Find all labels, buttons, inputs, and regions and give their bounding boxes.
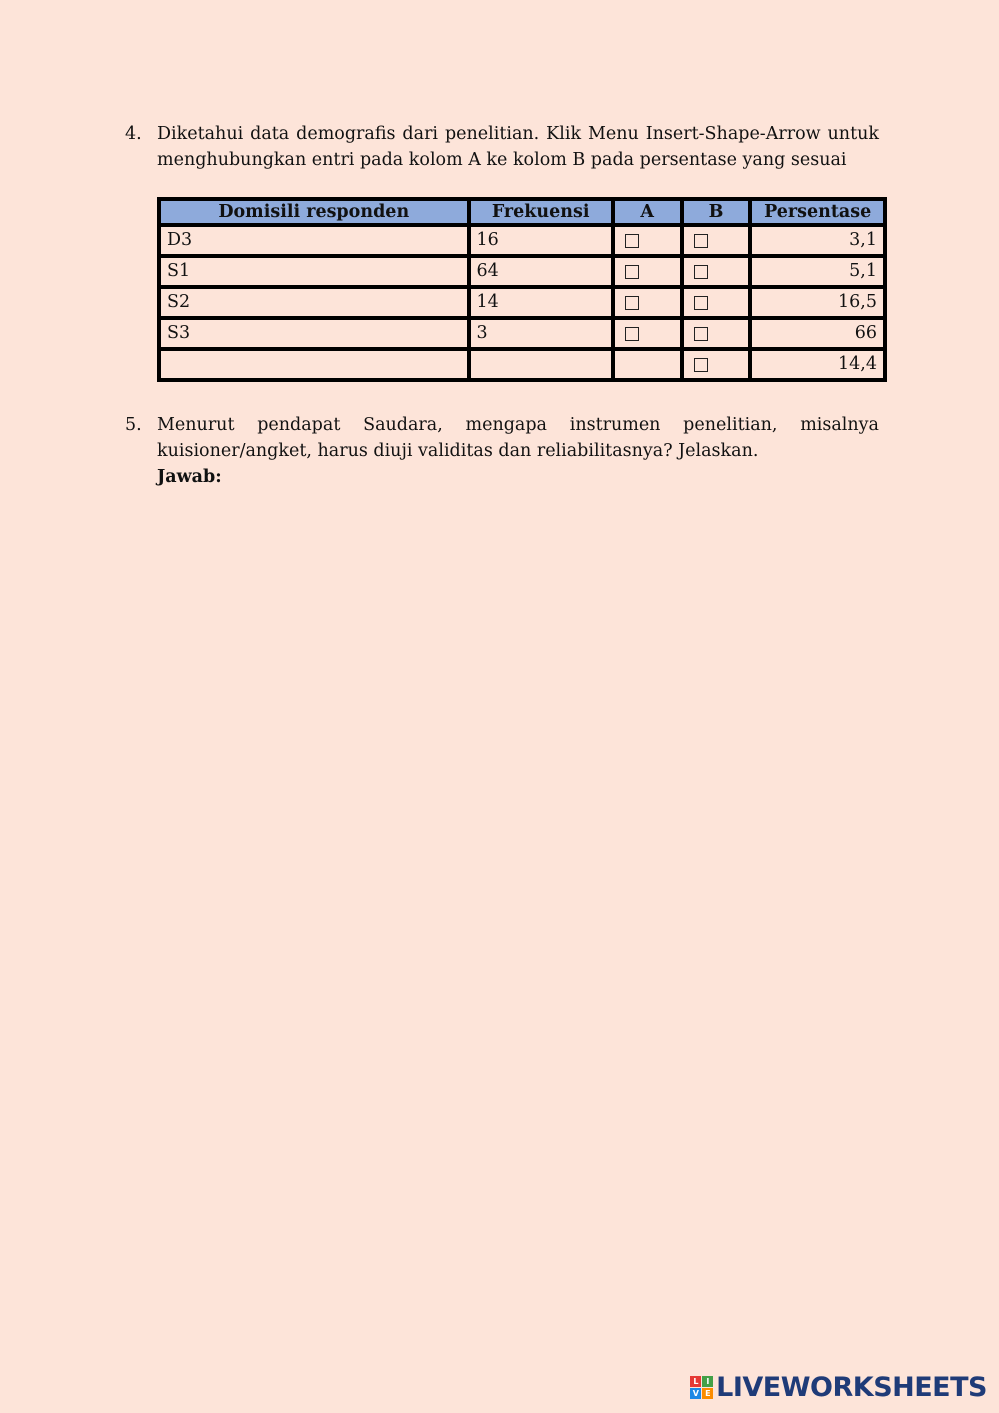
cell-domisili: S3	[161, 320, 467, 347]
cell-domisili: S2	[161, 289, 467, 316]
anchor-a-checkbox[interactable]	[625, 296, 639, 310]
question-number: 4.	[125, 124, 142, 144]
cell-frekuensi: 3	[471, 320, 611, 347]
cell-persentase: 14,4	[752, 351, 883, 378]
cell-domisili	[161, 351, 467, 378]
answer-label: Jawab:	[157, 467, 222, 487]
cell-a	[615, 258, 680, 285]
cell-b	[684, 258, 749, 285]
cell-b	[684, 289, 749, 316]
anchor-b-checkbox[interactable]	[694, 296, 708, 310]
header-persentase: Persentase	[752, 201, 883, 223]
cell-persentase: 3,1	[752, 227, 883, 254]
cell-a	[615, 320, 680, 347]
table-row	[161, 258, 883, 285]
anchor-a-checkbox[interactable]	[625, 234, 639, 248]
anchor-b-checkbox[interactable]	[694, 327, 708, 341]
table-row	[161, 289, 883, 316]
question-number: 5.	[125, 415, 142, 435]
cell-frekuensi: 64	[471, 258, 611, 285]
question-text-line1: Menurut pendapat Saudara, mengapa instrumen penelitian, misalnya	[157, 415, 879, 435]
anchor-b-checkbox[interactable]	[694, 234, 708, 248]
cell-frekuensi: 14	[471, 289, 611, 316]
cell-persentase: 16,5	[752, 289, 883, 316]
anchor-b-checkbox[interactable]	[694, 265, 708, 279]
question-text-line1: Diketahui data demografis dari penelitian. Klik Menu Insert-Shape-Arrow untuk	[157, 124, 879, 144]
logo-tile: L	[690, 1376, 701, 1387]
header-a: A	[615, 201, 680, 223]
cell-b	[684, 227, 749, 254]
question-4	[125, 121, 879, 173]
cell-b	[684, 351, 749, 378]
table-row	[161, 320, 883, 347]
liveworksheets-logo	[690, 1372, 987, 1403]
cell-a	[615, 289, 680, 316]
question-text-line2: kuisioner/angket, harus diuji validitas dan reliabilitasnya? Jelaskan.	[157, 441, 759, 461]
logo-tile: E	[702, 1388, 713, 1399]
logo-tile: V	[690, 1388, 701, 1399]
logo-text: LIVEWORKSHEETS	[716, 1372, 987, 1403]
header-frekuensi: Frekuensi	[471, 201, 611, 223]
header-b: B	[684, 201, 749, 223]
cell-frekuensi: 16	[471, 227, 611, 254]
cell-persentase: 5,1	[752, 258, 883, 285]
cell-domisili: D3	[161, 227, 467, 254]
table-header-row	[161, 201, 883, 223]
anchor-a-checkbox[interactable]	[625, 265, 639, 279]
logo-grid-icon	[690, 1376, 713, 1399]
anchor-a-checkbox[interactable]	[625, 327, 639, 341]
table-row	[161, 351, 883, 378]
logo-tile: I	[702, 1376, 713, 1387]
demographics-table	[157, 197, 887, 382]
cell-frekuensi	[471, 351, 611, 378]
question-text-line2: menghubungkan entri pada kolom A ke kolom B pada persentase yang sesuai	[157, 150, 847, 170]
table-row	[161, 227, 883, 254]
cell-a	[615, 351, 680, 378]
cell-a	[615, 227, 680, 254]
cell-domisili: S1	[161, 258, 467, 285]
anchor-b-checkbox[interactable]	[694, 358, 708, 372]
cell-b	[684, 320, 749, 347]
cell-persentase: 66	[752, 320, 883, 347]
header-domisili: Domisili responden	[161, 201, 467, 223]
question-5	[125, 412, 879, 490]
